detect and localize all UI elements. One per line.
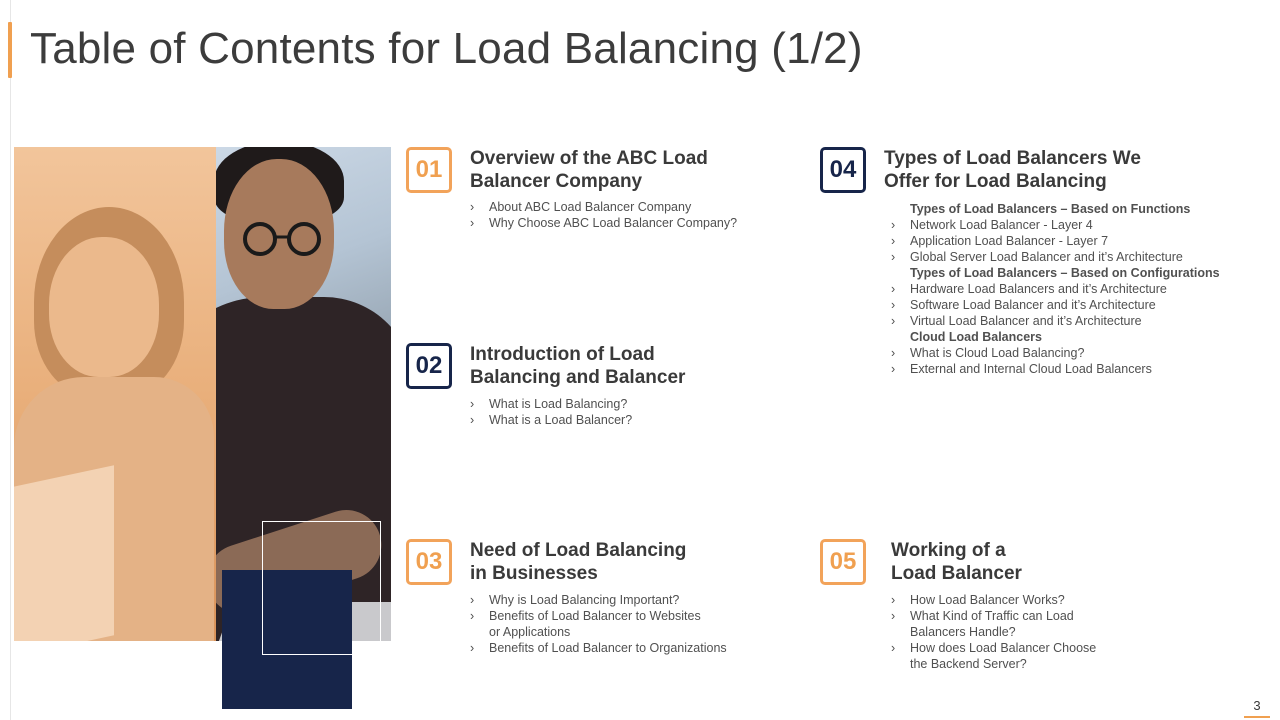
photo-woman-head [49,237,159,377]
section-title-05 [891,539,1221,585]
subgroup-heading: Types of Load Balancers – Based on Functions [910,202,1191,216]
list-item-continuation: or Applications [489,625,571,639]
list-item: › What is Cloud Load Balancing? [891,346,1085,360]
title-accent-bar [8,22,12,78]
list-item: › What Kind of Traffic can Load [891,609,1074,623]
section-items-03 [470,592,830,656]
list-item: › External and Internal Cloud Load Balancers [891,362,1152,376]
list-item: › How Load Balancer Works? [891,593,1065,607]
chevron-right-icon: › [891,362,896,376]
list-item: › Hardware Load Balancers and it’s Architecture [891,282,1167,296]
outline-decor-square [262,521,381,655]
subgroup-heading: Types of Load Balancers – Based on Configurations [910,266,1220,280]
list-item-continuation: Balancers Handle? [910,625,1016,639]
chevron-right-icon: › [470,641,475,655]
chevron-right-icon: › [891,250,896,264]
list-item: › How does Load Balancer Choose [891,641,1097,655]
chevron-right-icon: › [891,346,896,360]
section-03 [406,539,806,689]
list-item: › Why is Load Balancing Important? [470,593,680,607]
list-item: › Software Load Balancer and it’s Architecture [891,298,1156,312]
chevron-right-icon: › [891,234,896,248]
chevron-right-icon: › [470,200,475,214]
chevron-right-icon: › [470,593,475,607]
list-item: › Why Choose ABC Load Balancer Company? [470,216,738,230]
section-title-01 [470,147,800,193]
section-title-04 [884,147,1214,193]
list-item: › About ABC Load Balancer Company [470,200,692,214]
section-04 [820,147,1260,387]
list-item: › Network Load Balancer - Layer 4 [891,218,1093,232]
chevron-right-icon: › [891,314,896,328]
section-title-line: Types of Load Balancers We [884,148,1141,169]
section-number-03: 03 [406,539,452,585]
left-border-line [10,0,11,720]
section-title-line: Load Balancer [891,563,1022,584]
section-number-02: 02 [406,343,452,389]
section-title-02 [470,343,800,389]
chevron-right-icon: › [891,218,896,232]
section-title-line: Balancer Company [470,171,643,192]
section-title-line: Balancing and Balancer [470,367,686,388]
chevron-right-icon: › [891,298,896,312]
glasses-icon [232,219,332,259]
list-item: › Global Server Load Balancer and it’s Architecture [891,250,1183,264]
chevron-right-icon: › [470,413,475,427]
list-item: › Benefits of Load Balancer to Websites [470,609,701,623]
page-number: 3 [1253,698,1261,713]
section-items-01 [470,199,830,231]
section-title-line: Working of a [891,540,1006,561]
list-item: › Application Load Balancer - Layer 7 [891,234,1109,248]
section-05 [820,539,1260,689]
list-item: › Benefits of Load Balancer to Organizations [470,641,727,655]
chevron-right-icon: › [891,609,896,623]
section-title-line: in Businesses [470,563,598,584]
list-item: › What is a Load Balancer? [470,413,633,427]
section-number-01: 01 [406,147,452,193]
section-title-line: Need of Load Balancing [470,540,687,561]
chevron-right-icon: › [470,397,475,411]
section-title-03 [470,539,800,585]
chevron-right-icon: › [891,282,896,296]
list-item: › Virtual Load Balancer and it’s Architecture [891,314,1142,328]
section-items-04 [891,201,1261,377]
section-number-04: 04 [820,147,866,193]
section-01 [406,147,806,267]
slide-title: Table of Contents for Load Balancing (1/2) [30,24,863,73]
chevron-right-icon: › [470,609,475,623]
section-items-05 [891,592,1251,672]
chevron-right-icon: › [891,641,896,655]
section-title-line: Offer for Load Balancing [884,171,1107,192]
section-title-line: Introduction of Load [470,344,655,365]
section-title-line: Overview of the ABC Load [470,148,708,169]
chevron-right-icon: › [470,216,475,230]
list-item-continuation: the Backend Server? [910,657,1027,671]
subgroup-heading: Cloud Load Balancers [910,330,1042,344]
section-items-02 [470,396,830,428]
section-number-05: 05 [820,539,866,585]
photo-woman-laptop [14,465,114,641]
list-item: › What is Load Balancing? [470,397,628,411]
section-02 [406,343,806,463]
chevron-right-icon: › [891,593,896,607]
page-number-underline [1244,716,1270,718]
